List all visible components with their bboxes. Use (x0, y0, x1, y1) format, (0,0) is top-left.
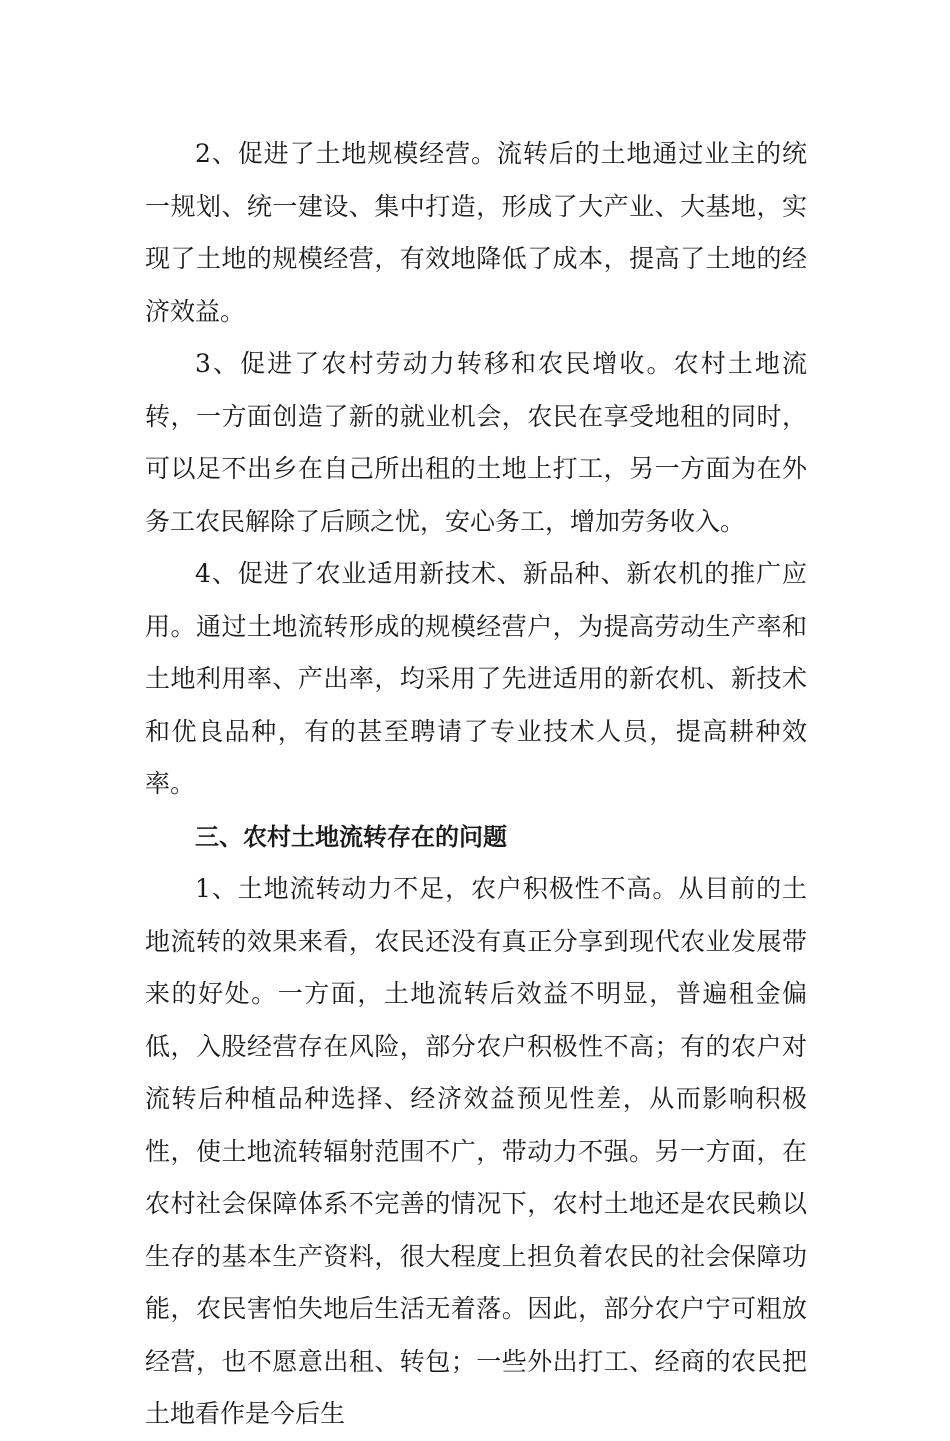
paragraph-insufficient-motivation: 1、土地流转动力不足，农户积极性不高。从目前的土地流转的效果来看，农民还没有真正分享到现代农业发展带来的好处。一方面，土地流转后效益不明显，普遍租金偏低，入股经营存在风险，部分农户积极性不高；有的农户对流转后种植品种选择、经济效益预见性差，从而影响积极性，使土地流转辐射范围不广，带动力不强。另一方面，在农村社会保障体系不完善的情况下，农村土地还是农民赖以生存的基本生产资料，很大程度上担负着农民的社会保障功能，农民害怕失地后生活无着落。因此，部分农户宁可粗放经营，也不愿意出租、转包；一些外出打工、经商的农民把土地看作是今后生 (145, 874, 807, 1428)
paragraph-labor-transfer: 3、促进了农村劳动力转移和农民增收。农村土地流转，一方面创造了新的就业机会，农民在享受地租的同时，可以足不出乡在自己所出租的土地上打工，另一方面为在外务工农民解除了后顾之忧，安心务工，增加劳务收入。 (145, 349, 807, 536)
section-heading: 三、农村土地流转存在的问题 (195, 822, 507, 851)
paragraph-scale-operation: 2、促进了土地规模经营。流转后的土地通过业主的统一规划、统一建设、集中打造，形成了大产业、大基地，实现了土地的规模经营，有效地降低了成本，提高了土地的经济效益。 (145, 139, 807, 326)
document-body (145, 128, 807, 1441)
paragraph-new-technology: 4、促进了农业适用新技术、新品种、新农机的推广应用。通过土地流转形成的规模经营户，为提高劳动生产率和土地利用率、产出率，均采用了先进适用的新农机、新技术和优良品种，有的甚至聘请了专业技术人员，提高耕种效率。 (145, 559, 807, 798)
